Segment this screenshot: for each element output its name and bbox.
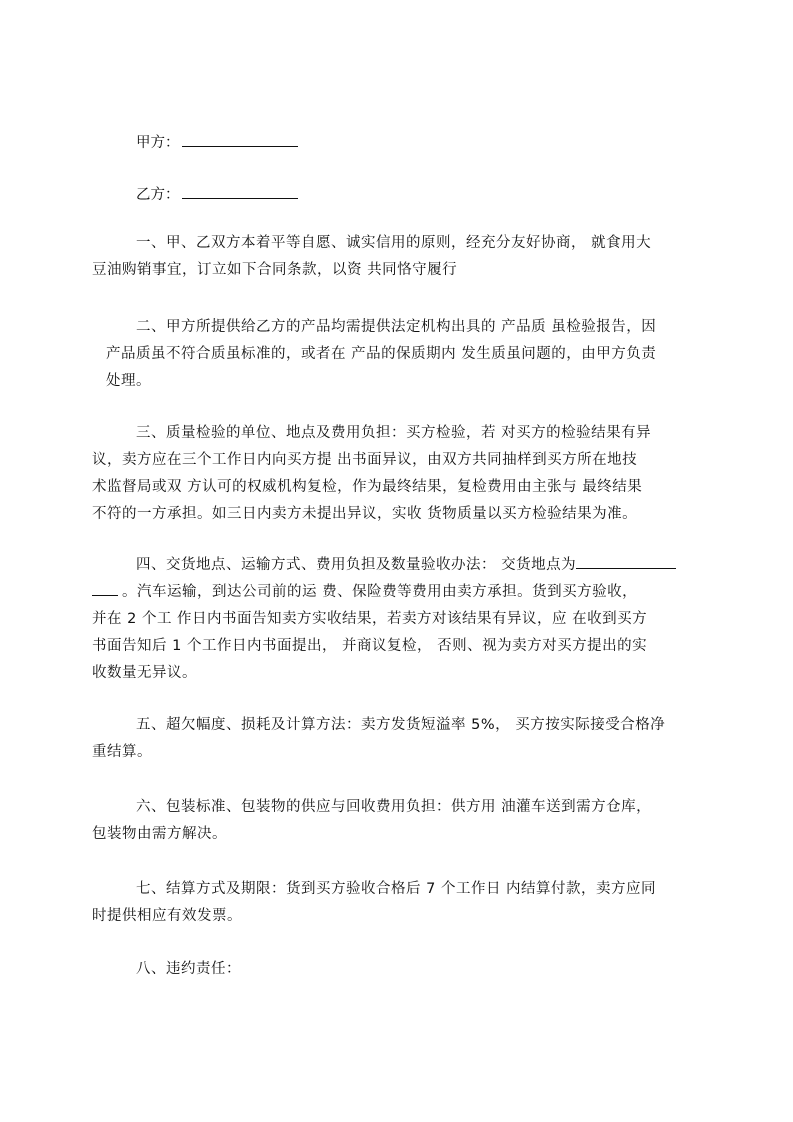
clause-5-line-1: 五、超欠幅度、损耗及计算方法：卖方发货短溢率 5%， 买方按实际接受合格净 [136,717,666,733]
clause-4-line-3: 并在 2 个工 作日内书面告知卖方实收结果，若卖方对该结果有异议，应 在收到买方 [92,611,648,627]
clause-2 [92,314,698,395]
clause-4 [92,552,698,687]
clause-1-line-2: 豆油购销事宜，订立如下合同条款，以资 共同恪守履行 [92,262,458,278]
clause-3-line-3: 术监督局或双 方认可的权威机构复检，作为最终结果，复检费用由主张与 最终结果 [92,479,643,495]
clause-3-line-1: 三、质量检验的单位、地点及费用负担：买方检验，若 对买方的检验结果有异 [136,425,652,441]
clause-1-line-1: 一、甲、乙双方本着平等自愿、诚实信用的原则，经充分友好协商， 就食用大 [136,235,652,251]
clause-4-line-2 [92,579,698,606]
clause-5-line-2: 重结算。 [92,744,152,760]
clause-8 [92,956,698,983]
clause-4-line-4: 书面告知后 1 个工作日内书面提出， 并商议复检， 否则、视为卖方对买方提出的实 [92,638,648,654]
delivery-location-blank [576,554,676,569]
clause-6-line-2: 包装物由需方解决。 [92,826,227,842]
clause-7-line-2: 时提供相应有效发票。 [92,908,242,924]
clause-3-line-2: 议，卖方应在三个工作日内向买方提 出书面异议，由双方共同抽样到买方所在地技 [92,452,638,468]
contract-body [92,0,698,1122]
clause-4-line-2-text: 。汽车运输，到达公司前的运 费、保险费等费用由卖方承担。货到买方验收， [122,584,638,600]
clause-2-line-3: 处理。 [106,373,151,389]
clause-1 [92,230,698,284]
clause-3 [92,420,698,528]
clause-5 [92,712,698,766]
party-a-label: 甲方： [136,135,180,151]
clause-2-line-1: 二、甲方所提供给乙方的产品均需提供法定机构出具的 产品质 虽检验报告，因 [136,319,657,335]
clause-6 [92,794,698,848]
clause-3-line-4: 不符的一方承担。如三日内卖方未提出异议，实收 货物质量以买方检验结果为准。 [92,506,638,522]
clause-4-line-5: 收数量无异议。 [92,665,197,681]
clause-4-line-1-text: 四、交货地点、运输方式、费用负担及数量验收办法： 交货地点为 [136,557,577,573]
clause-2-line-2: 产品质虽不符合质虽标准的，或者在 产品的保质期内 发生质虽问题的，由甲方负责 [106,346,657,362]
clause-6-line-1: 六、包装标准、包装物的供应与回收费用负担：供方用 油灌车送到需方仓库， [136,799,652,815]
delivery-location-blank-cont [92,581,118,596]
clause-7-line-1: 七、结算方式及期限：货到买方验收合格后 7 个工作日 内结算付款，卖方应同 [136,881,657,897]
clause-8-line-1: 八、违约责任： [136,961,241,977]
party-b-label: 乙方： [136,187,180,203]
clause-4-line-1 [92,552,698,579]
clause-7 [92,876,698,930]
